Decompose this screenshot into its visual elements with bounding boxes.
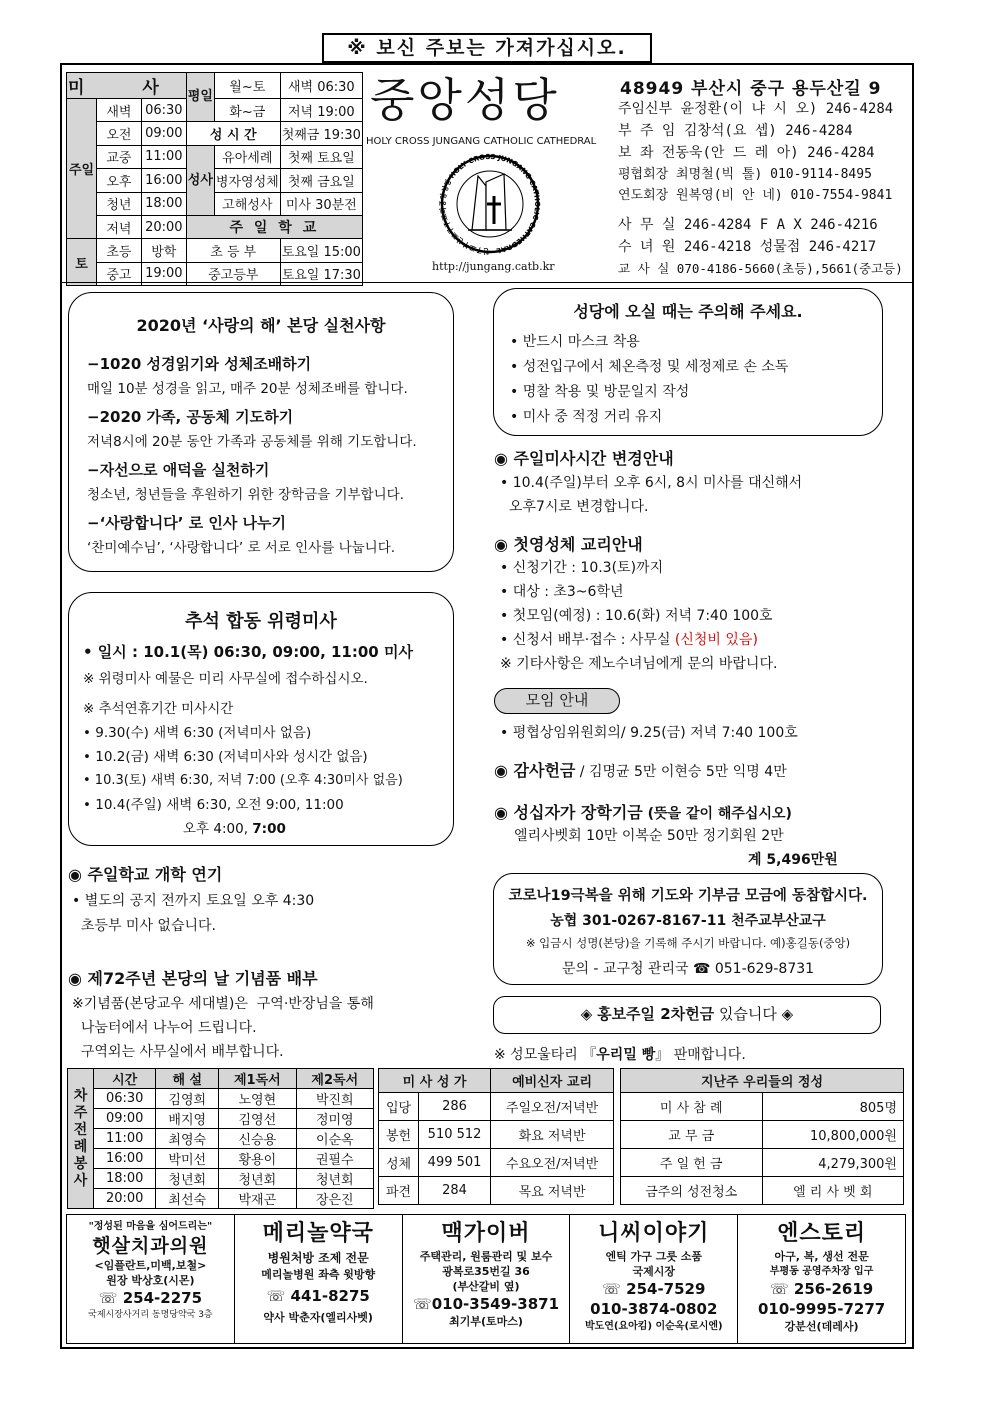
school-name: 초 등 부 — [186, 239, 280, 262]
sacrament-name: 고해성사 — [214, 192, 280, 215]
sunday-mass-time: 20:00 — [145, 219, 183, 235]
sunday-mass-name: 청년 — [97, 193, 141, 215]
scholarship-line: 엘리사벳회 10만 이복순 50만 정기회원 2만 — [514, 828, 784, 844]
cell: 성체 — [379, 1149, 419, 1177]
sunday-mass-time: 09:00 — [145, 126, 183, 142]
ad-line: 병원처방 조제 전문 — [267, 1251, 369, 1265]
cell: 주일오전/저녁반 — [491, 1093, 614, 1121]
table-row — [379, 1149, 614, 1177]
cell: 엘 리 사 벳 회 — [762, 1177, 904, 1205]
cell: 황용이 — [219, 1149, 296, 1169]
ad-phone: 010-3874-0802 — [590, 1300, 718, 1318]
ad-phone: ☏ 441-8275 — [266, 1287, 370, 1305]
bread-b: 우리밀 빵 — [596, 1047, 656, 1063]
sac-header: 미 사 성 가 — [379, 1069, 491, 1093]
cell: 청년회 — [219, 1169, 296, 1189]
volunteer-side-label: 차주전례봉사 — [68, 1069, 94, 1209]
weekday-day: 화~금 — [214, 99, 280, 122]
ad-phone: ☏010-3549-3871 — [412, 1295, 559, 1313]
notice-banner: ※ 보신 주보는 가져가십시오. — [322, 33, 652, 63]
sunday-label: 주일 — [67, 99, 97, 239]
mass-schedule-table — [66, 72, 363, 286]
staff-line: 보 좌 전동욱(안 드 레 아) 246-4284 — [618, 145, 875, 161]
cell: 김영희 — [156, 1089, 219, 1109]
staff-line: 연도회장 원복영(비 안 네) 010-7554-9841 — [618, 188, 893, 203]
cell: 목요 저녁반 — [491, 1177, 614, 1205]
school-open-title: ◉ 주일학교 개학 연기 — [68, 865, 223, 884]
love-item-heading: −1020 성경읽기와 성체조배하기 — [87, 355, 312, 373]
cell: 입당 — [379, 1093, 419, 1121]
ad-tag: "정성된 마음을 심어드리는" — [88, 1221, 213, 1232]
cell: 수요오전/저녁반 — [491, 1149, 614, 1177]
ad-line: 주택관리, 원룸관리 및 보수 — [419, 1250, 553, 1263]
caution-item: • 성전입구에서 체온측정 및 세정제로 손 소독 — [510, 359, 789, 375]
holiday-item-cont — [183, 817, 286, 837]
anniversary-line: 나눔터에서 나누어 드립니다. — [72, 1020, 257, 1036]
bread-a: ※ 성모울타리 『 — [494, 1047, 597, 1063]
volunteer-header: 제1독서 — [219, 1069, 296, 1089]
weekday-label: 평일 — [186, 73, 214, 122]
weekday-day: 월~토 — [214, 73, 280, 99]
ad-foot: 약사 박춘자(엘리사벳) — [263, 1311, 373, 1324]
thanks-text: / 김명균 5만 이현승 5만 익명 4만 — [575, 764, 787, 780]
cell: 화요 저녁반 — [491, 1121, 614, 1149]
ad-line: 메리놀병원 좌측 윗방향 — [261, 1268, 376, 1281]
love-year-title: 2020년 ‘사랑의 해’ 본당 실천사항 — [136, 316, 386, 335]
cell: 봉헌 — [379, 1121, 419, 1149]
mass-song-table — [378, 1068, 614, 1205]
table-row — [68, 1169, 374, 1189]
table-row — [379, 1093, 614, 1121]
cell: 박미선 — [156, 1149, 219, 1169]
adoration-value: 첫째금 19:30 — [280, 122, 362, 145]
ads-row — [66, 1214, 906, 1344]
cell: 신승용 — [219, 1129, 296, 1149]
scholarship-heading — [494, 800, 792, 823]
holiday-item: • 10.4(주일) 새벽 6:30, 오전 9:00, 11:00 — [83, 797, 344, 813]
cell: 11:00 — [94, 1129, 156, 1149]
cell: 주 일 헌 금 — [621, 1149, 763, 1177]
saturday-mass-time: 19:00 — [145, 266, 183, 282]
sac-header: 예비신자 교리 — [491, 1069, 614, 1093]
ad-title: 메리놀약국 — [262, 1221, 374, 1246]
communion-line: • 신청기간 : 10.3(토)까지 — [500, 560, 664, 576]
communion-fee-a: • 신청서 배부·접수 : 사무실 — [500, 632, 675, 648]
cell: 노영현 — [219, 1089, 296, 1109]
ad-line: 원장 박상호(시몬) — [106, 1274, 195, 1287]
chuseok-box — [68, 592, 454, 846]
cell: 청년회 — [156, 1169, 219, 1189]
cell: 06:30 — [94, 1089, 156, 1109]
cell: 4,279,300원 — [762, 1149, 904, 1177]
cell: 284 — [419, 1177, 491, 1205]
ad-line: 광복로35번길 36 — [442, 1265, 530, 1278]
love-item-body: 매일 10분 성경을 읽고, 매주 20분 성체조배를 합니다. — [87, 381, 408, 397]
anniversary-title: ◉ 제72주년 본당의 날 기념품 배부 — [68, 969, 318, 988]
caution-title: 성당에 오실 때는 주의해 주세요. — [573, 302, 803, 321]
ad-dental — [67, 1215, 235, 1343]
table-row — [68, 1149, 374, 1169]
sunday-mass-time: 11:00 — [145, 149, 183, 165]
table-row — [379, 1177, 614, 1205]
bread-c: 』 판매합니다. — [655, 1047, 746, 1063]
ad-line: <임플란트,미백,보철> — [94, 1259, 207, 1272]
school-time: 토요일 17:30 — [280, 262, 362, 285]
ad-line: 국제시장 — [632, 1265, 676, 1278]
anniversary-line: ※기념품(본당교우 세대별)은 구역·반장님을 통해 — [72, 996, 374, 1012]
ad-foot: 최기부(토마스) — [449, 1315, 523, 1328]
holiday-item: • 10.2(금) 새벽 6:30 (저녁미사와 성시간 없음) — [83, 749, 368, 765]
table-row — [621, 1121, 904, 1149]
chuseok-note: ※ 위령미사 예물은 미리 사무실에 접수하십시오. — [83, 671, 368, 687]
sunday-mass-time: 18:00 — [145, 196, 183, 212]
meeting-title: 모임 안내 — [494, 688, 620, 714]
cell: 이순옥 — [296, 1129, 373, 1149]
sacrament-name: 병자영성체 — [214, 169, 280, 192]
ad-phone: ☏ 254-2275 — [98, 1289, 203, 1307]
cell: 286 — [419, 1093, 491, 1121]
cell: 09:00 — [94, 1109, 156, 1129]
saturday-label: 토 — [67, 239, 97, 286]
scholarship-title: ◉ 성십자가 장학기금 — [494, 803, 643, 822]
love-year-box — [68, 292, 454, 572]
church-address: 48949 부산시 중구 용두산길 9 — [620, 79, 882, 99]
communion-line: • 대상 : 초3~6학년 — [500, 584, 624, 600]
caution-box — [493, 288, 883, 436]
volunteer-header: 시간 — [94, 1069, 156, 1089]
chuseok-date: • 일시 : 10.1(목) 06:30, 09:00, 11:00 미사 — [83, 643, 413, 661]
saturday-mass-name: 중고 — [97, 263, 141, 285]
cell: 16:00 — [94, 1149, 156, 1169]
church-emblem-icon — [420, 152, 560, 256]
love-item-body: ‘찬미예수님’, ‘사랑합니다’ 로 서로 인사를 나눕니다. — [87, 540, 396, 556]
sacrament-value: 첫째 금요일 — [280, 169, 362, 192]
school-name: 중고등부 — [186, 262, 280, 285]
table-row — [68, 1089, 374, 1109]
holiday-last-a: 오후 4:00, — [183, 821, 253, 837]
covid-box — [493, 873, 883, 985]
cell: 교 무 금 — [621, 1121, 763, 1149]
communion-title: ◉ 첫영성체 교리안내 — [494, 535, 643, 554]
cell: 김영선 — [219, 1109, 296, 1129]
sacrament-name: 유아세례 — [214, 145, 280, 168]
anniversary-line: 구역외는 사무실에서 배부합니다. — [72, 1044, 284, 1060]
promo-box — [493, 996, 881, 1034]
staff-line: 부 주 임 김창석(요 셉) 246-4284 — [618, 123, 853, 139]
sunday-mass-time: 16:00 — [145, 172, 183, 188]
cell: 미 사 참 례 — [621, 1093, 763, 1121]
promo-a: ◈ — [580, 1005, 598, 1023]
promo-c: 있습니다 ◈ — [714, 1005, 794, 1023]
cell: 최선숙 — [156, 1189, 219, 1209]
covid-account: 농협 301-0267-8167-11 천주교부산교구 — [550, 913, 826, 929]
website-url[interactable]: http://jungang.catb.kr — [432, 260, 555, 273]
ad-phone: ☏ 256-2619 — [769, 1280, 874, 1298]
cell: 18:00 — [94, 1169, 156, 1189]
cell: 청년회 — [296, 1169, 373, 1189]
saturday-mass-time: 방학 — [151, 245, 177, 261]
table-row — [68, 1129, 374, 1149]
sunday-school-label: 주 일 학 교 — [186, 215, 362, 238]
sunday-mass-name: 교중 — [97, 146, 141, 168]
love-item-heading: −‘사랑합니다’ 로 인사 나누기 — [87, 514, 287, 532]
communion-note: ※ 기타사항은 제노수녀님에게 문의 바랍니다. — [500, 656, 778, 672]
covid-contact: 문의 - 교구청 관리국 ☎ 051-629-8731 — [561, 961, 815, 977]
cell: 10,800,000원 — [762, 1121, 904, 1149]
sunday-mass-name: 저녁 — [97, 216, 141, 238]
table-row — [68, 1189, 374, 1209]
ad-pharmacy — [235, 1215, 403, 1343]
caution-item: • 명찰 착용 및 방문일지 작성 — [510, 384, 690, 400]
ad-line: 아구, 복, 생선 전문 — [774, 1250, 869, 1263]
sunday-mass-name: 오전 — [97, 122, 141, 144]
covid-title: 코로나19극복을 위해 기도와 기부금 모금에 동참합시다. — [508, 888, 868, 904]
cell: 20:00 — [94, 1189, 156, 1209]
cell: 장은진 — [296, 1189, 373, 1209]
ad-foot: 박도연(요아킴) 이순옥(로시엔) — [584, 1321, 723, 1332]
communion-line: • 첫모임(예정) : 10.6(화) 저녁 7:40 100호 — [500, 608, 773, 624]
cell: 파견 — [379, 1177, 419, 1205]
cell: 박진희 — [296, 1089, 373, 1109]
mass-change-title: ◉ 주일미사시간 변경안내 — [494, 449, 674, 468]
table-row — [379, 1121, 614, 1149]
weekday-time: 새벽 06:30 — [280, 73, 362, 99]
ad-title: 니씨이야기 — [598, 1221, 710, 1246]
love-item-body: 청소년, 청년들을 후원하기 위한 장학금을 기부합니다. — [87, 487, 404, 503]
love-item-body: 저녁8시에 20분 동안 가족과 공동체를 위해 기도합니다. — [87, 434, 417, 450]
ad-phone: ☏ 254-7529 — [602, 1280, 706, 1298]
cell: 510 512 — [419, 1121, 491, 1149]
cell: 배지영 — [156, 1109, 219, 1129]
sacrament-value: 미사 30분전 — [280, 192, 362, 215]
ad-title: 엔스토리 — [777, 1221, 867, 1246]
caution-item: • 미사 중 적정 거리 유지 — [510, 409, 663, 425]
mass-change-line: • 10.4(주일)부터 오후 6시, 8시 미사를 대신해서 — [500, 475, 803, 491]
table-row — [621, 1093, 904, 1121]
holiday-last-b: 7:00 — [252, 821, 286, 837]
cell: 499 501 — [419, 1149, 491, 1177]
holiday-title: ※ 추석연휴기간 미사시간 — [83, 701, 234, 717]
sunday-mass-time: 06:30 — [145, 102, 183, 118]
sunday-mass-name: 오후 — [97, 169, 141, 191]
volunteer-header: 제2독서 — [296, 1069, 373, 1089]
communion-fee-note: (신청비 있음) — [674, 632, 758, 648]
office-line: 사 무 실 246-4284 F A X 246-4216 — [618, 217, 878, 233]
cell: 최영숙 — [156, 1129, 219, 1149]
covid-note: ※ 입금시 성명(본당)을 기록해 주시기 바랍니다. 예)홍길동(중앙) — [525, 936, 851, 950]
ad-nstory — [738, 1215, 905, 1343]
thanks-title: ◉ 감사헌금 — [494, 761, 576, 780]
ad-macgyver — [403, 1215, 571, 1343]
promo-b: 홍보주일 2차헌금 — [597, 1005, 715, 1023]
ad-title: 햇살치과의원 — [92, 1235, 209, 1257]
ad-phone: 010-9995-7277 — [757, 1300, 886, 1318]
saturday-mass-name: 초등 — [97, 239, 141, 261]
cell: 금주의 성전청소 — [621, 1177, 763, 1205]
header-divider — [60, 282, 914, 283]
weekday-time: 저녁 19:00 — [280, 99, 362, 122]
holiday-item: • 9.30(수) 새벽 6:30 (저녁미사 없음) — [83, 725, 312, 741]
cell: 805명 — [762, 1093, 904, 1121]
office-line: 교 사 실 070-4186-5660(초등),5661(중고등) — [618, 261, 903, 276]
communion-fee-line — [500, 629, 758, 649]
table-row — [621, 1149, 904, 1177]
sacrament-value: 첫째 토요일 — [280, 145, 362, 168]
cell: 정미영 — [296, 1109, 373, 1129]
volunteer-header: 해 설 — [156, 1069, 219, 1089]
emblem-text: 천주교부산교구주교좌중앙성당 HOLY CROSS JUNGANG CATHOLIC CATHEDRAL — [439, 152, 542, 256]
church-name: 중앙성당 — [370, 73, 560, 127]
thanks-line — [494, 758, 787, 781]
cell: 박재곤 — [219, 1189, 296, 1209]
staff-line: 평협회장 최명철(빅 톨) 010-9114-8495 — [618, 167, 872, 182]
school-open-line: 초등부 미사 없습니다. — [72, 918, 216, 934]
ad-foot: 강분선(데레사) — [784, 1320, 859, 1333]
offering-title: 지난주 우리들의 정성 — [621, 1069, 904, 1093]
ad-line: (부산갈비 옆) — [452, 1280, 520, 1293]
love-item-heading: −자선으로 애덕을 실천하기 — [87, 461, 270, 479]
adoration-label: 성 시 간 — [186, 122, 280, 145]
church-english-name: HOLY CROSS JUNGANG CATHOLIC CATHEDRAL — [366, 136, 597, 147]
meeting-line: • 평협상임위원회의/ 9.25(금) 저녁 7:40 100호 — [500, 725, 798, 741]
cell: 권필수 — [296, 1149, 373, 1169]
school-time: 토요일 15:00 — [280, 239, 362, 262]
bread-line — [494, 1044, 746, 1064]
mass-table-title: 미 사 — [67, 73, 187, 99]
table-row — [68, 1109, 374, 1129]
caution-item: • 반드시 마스크 착용 — [510, 334, 640, 350]
holiday-item: • 10.3(토) 새벽 6:30, 저녁 7:00 (오후 4:30미사 없음) — [83, 773, 403, 788]
love-item-heading: −2020 가족, 공동체 기도하기 — [87, 408, 294, 426]
ad-nissi — [570, 1215, 738, 1343]
sacrament-label: 성사 — [186, 145, 214, 215]
table-row — [621, 1177, 904, 1205]
mass-change-line: 오후7시로 변경합니다. — [500, 499, 649, 515]
chuseok-title: 추석 합동 위령미사 — [185, 611, 337, 632]
offering-table — [620, 1068, 904, 1205]
scholarship-total: 계 5,496만원 — [748, 852, 838, 868]
volunteer-table — [67, 1068, 374, 1209]
ad-title: 맥가이버 — [441, 1221, 531, 1246]
ad-line: 엔틱 가구 그릇 소품 — [605, 1250, 703, 1263]
office-line: 수 녀 원 246-4218 성물점 246-4217 — [618, 239, 877, 255]
scholarship-sub: (뜻을 같이 해주십시오) — [642, 806, 792, 822]
school-open-line: • 별도의 공지 전까지 토요일 오후 4:30 — [72, 893, 315, 909]
ad-line: 부평동 공영주차장 입구 — [769, 1266, 874, 1277]
sunday-mass-name: 새벽 — [97, 99, 141, 121]
ad-foot: 국제시장사거리 동명당약국 3층 — [88, 1310, 213, 1320]
staff-line: 주임신부 윤정환(이 냐 시 오) 246-4284 — [618, 101, 894, 117]
